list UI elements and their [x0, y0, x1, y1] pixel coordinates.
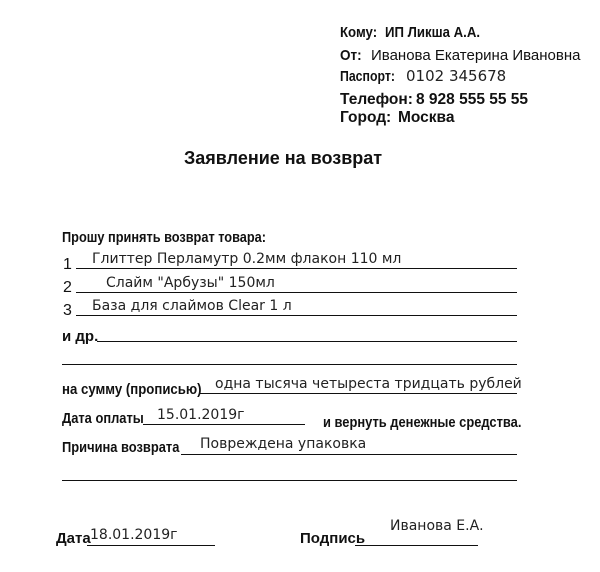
- to-label: Кому:: [340, 24, 378, 41]
- item-number: 3: [63, 302, 72, 319]
- reason-line: [181, 454, 517, 455]
- sum-value: одна тысяча четыреста тридцать рублей: [215, 376, 522, 392]
- item-line: [76, 268, 517, 269]
- passport-label: Паспорт:: [340, 68, 395, 85]
- refund-text: и вернуть денежные средства.: [323, 414, 522, 431]
- request-label: Прошу принять возврат товара:: [62, 229, 266, 246]
- etc-line: [97, 341, 517, 342]
- date-value: 18.01.2019г: [90, 527, 178, 543]
- blank-line: [62, 480, 517, 481]
- item-text: База для слаймов Clear 1 л: [92, 298, 292, 314]
- blank-line: [62, 364, 517, 365]
- payment-date-line: [143, 424, 305, 425]
- city-label: Город:: [340, 109, 392, 126]
- item-line: [76, 315, 517, 316]
- from-value: Иванова Екатерина Ивановна: [371, 47, 581, 64]
- item-line: [76, 292, 517, 293]
- signature-value: Иванова Е.А.: [390, 518, 484, 534]
- reason-label: Причина возврата: [62, 439, 180, 456]
- sum-line: [199, 393, 517, 394]
- phone-value: 8 928 555 55 55: [416, 91, 529, 108]
- page-title: Заявление на возврат: [184, 148, 383, 168]
- etc-label: и др.: [62, 328, 99, 345]
- from-label: От:: [340, 47, 362, 64]
- date-line: [87, 545, 215, 546]
- city-value: Москва: [398, 109, 455, 126]
- item-number: 1: [63, 256, 72, 273]
- payment-date-value: 15.01.2019г: [157, 407, 245, 423]
- sum-label: на сумму (прописью): [62, 381, 202, 398]
- signature-line: [355, 545, 478, 546]
- passport-value: 0102 345678: [406, 67, 507, 85]
- reason-value: Повреждена упаковка: [200, 436, 367, 452]
- payment-date-label: Дата оплаты: [62, 410, 144, 427]
- date-label: Дата: [56, 530, 91, 547]
- item-text: Глиттер Перламутр 0.2мм флакон 110 мл: [92, 251, 402, 267]
- item-text: Слайм "Арбузы" 150мл: [106, 275, 275, 291]
- phone-label: Телефон:: [340, 91, 413, 108]
- item-number: 2: [63, 279, 72, 296]
- signature-label: Подпись: [300, 530, 366, 547]
- to-value: ИП Ликша А.А.: [385, 24, 481, 41]
